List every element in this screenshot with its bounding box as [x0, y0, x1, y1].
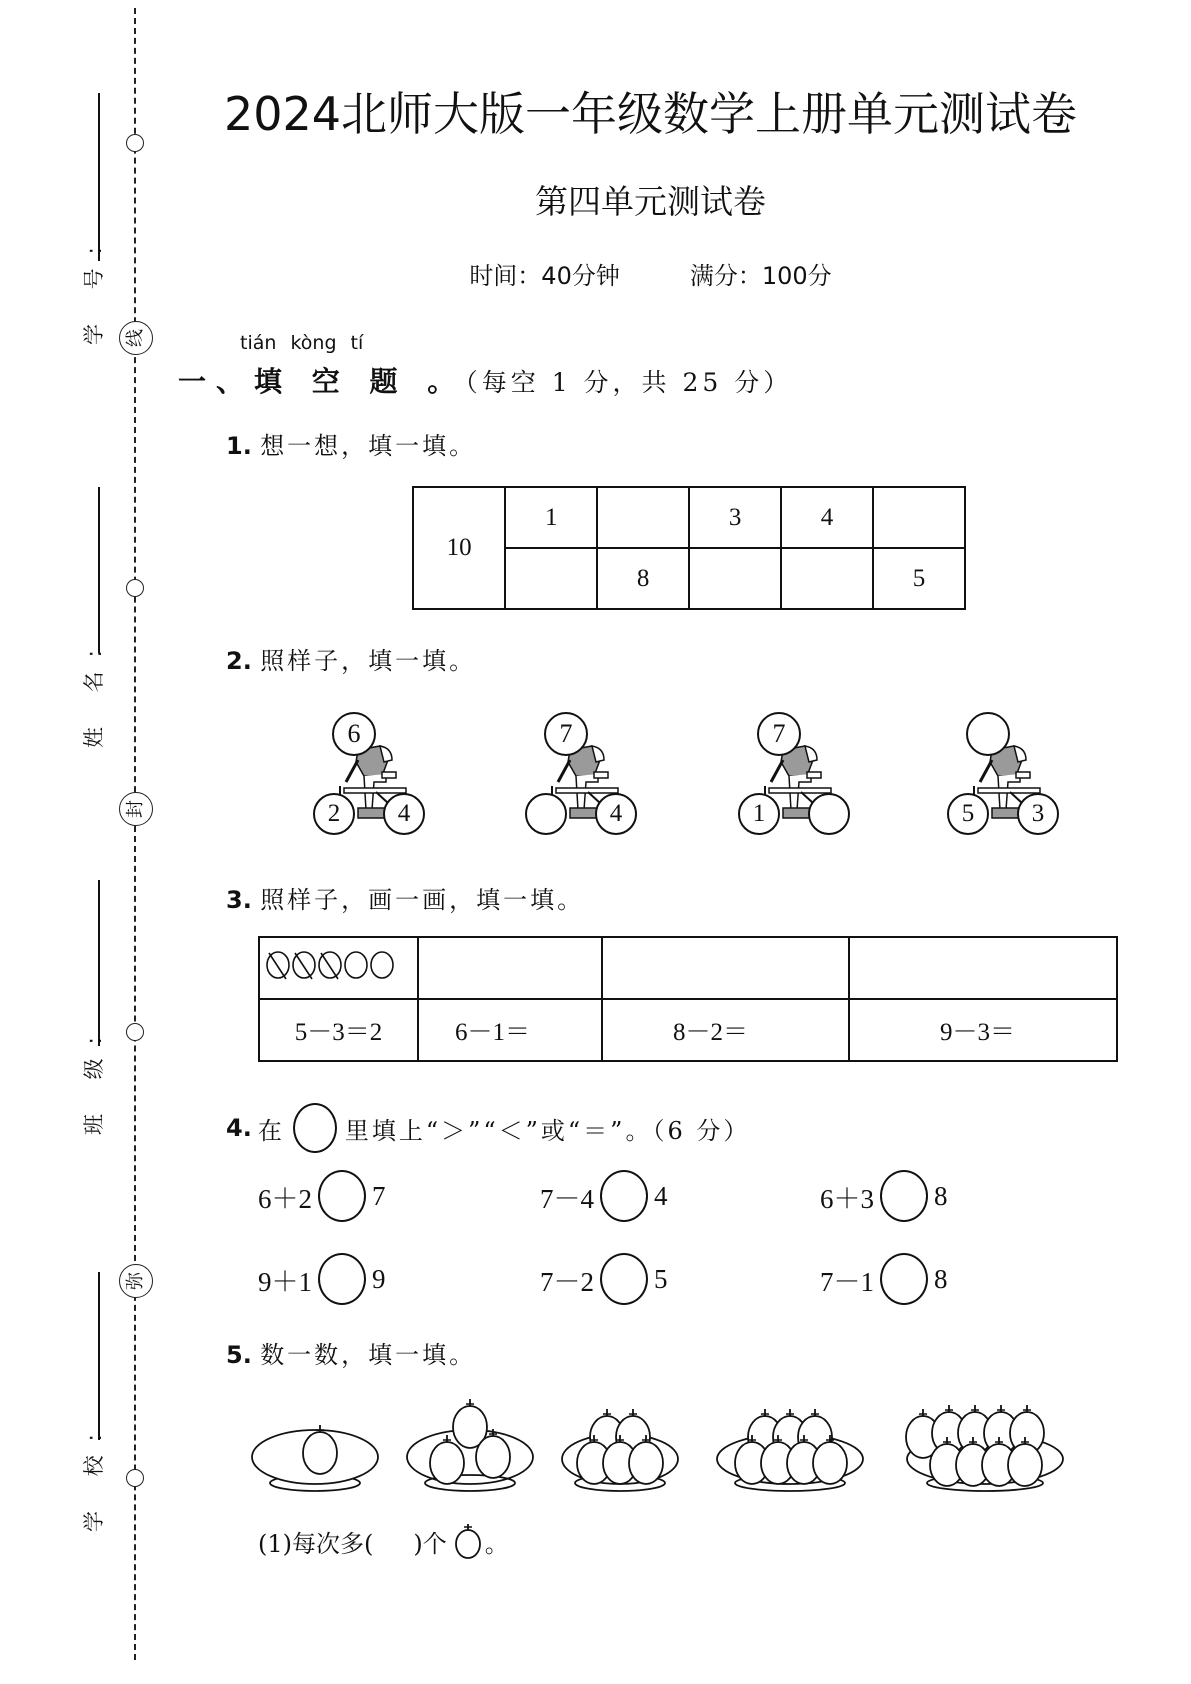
split-cell[interactable]	[781, 548, 873, 609]
sub-question-end: 。	[484, 1529, 509, 1558]
plate-1-icon	[252, 1425, 378, 1491]
question-number: 3.	[226, 886, 252, 914]
expression-left: 7－1	[820, 1266, 874, 1297]
expression-right: 8	[934, 1180, 948, 1211]
comparison-answer-circle[interactable]	[880, 1170, 928, 1222]
left-wheel-number[interactable]: 1	[738, 793, 780, 835]
plate-4-icon	[717, 1409, 863, 1491]
section-title: 一、填 空 题 。	[178, 365, 466, 398]
apple-icon	[451, 1522, 485, 1560]
sub-question-1	[258, 1522, 509, 1560]
page-subtitle: 第四单元测试卷	[535, 182, 766, 221]
question-text: 照样子，画一画，填一填。	[260, 886, 585, 914]
class-underline[interactable]	[98, 880, 100, 1046]
split-cell[interactable]: 3	[689, 487, 781, 548]
split-cell[interactable]: 5	[873, 548, 965, 609]
question-text-before: 在	[257, 1116, 285, 1145]
left-wheel-number[interactable]: 2	[313, 793, 355, 835]
bike-rider-2	[512, 710, 642, 840]
expression-left: 7－2	[540, 1266, 594, 1297]
crossed-circles-icon	[264, 947, 404, 983]
question-text: 数一数，填一填。	[260, 1341, 477, 1369]
question-4	[226, 1103, 750, 1153]
binding-hole-icon	[126, 1469, 144, 1487]
split-cell[interactable]: 4	[781, 487, 873, 548]
comparison-item	[258, 1253, 386, 1305]
split-cell[interactable]: 1	[505, 487, 597, 548]
left-wheel-number[interactable]: 5	[947, 793, 989, 835]
question-number: 2.	[226, 647, 252, 675]
right-wheel-number[interactable]: 3	[1017, 793, 1059, 835]
drawing-cell[interactable]	[849, 937, 1117, 999]
question-text-after: 里填上“＞”“＜”或“＝”。（6 分）	[344, 1116, 751, 1145]
seal-mi-icon: 弥	[119, 1264, 153, 1298]
comparison-answer-circle[interactable]	[318, 1253, 366, 1305]
comparison-answer-circle[interactable]	[318, 1170, 366, 1222]
comparison-answer-circle[interactable]	[600, 1253, 648, 1305]
question-5	[226, 1335, 476, 1370]
right-wheel-number[interactable]	[808, 793, 850, 835]
comparison-answer-circle[interactable]	[880, 1253, 928, 1305]
school-label: 学 校:	[82, 1420, 106, 1532]
equation-cell[interactable]: 8－2＝	[602, 999, 849, 1061]
section-pinyin: tián kòng tí	[240, 332, 364, 354]
seal-line-icon: 线	[119, 321, 153, 355]
expression-right: 7	[372, 1180, 386, 1211]
question-number: 4.	[226, 1114, 252, 1142]
number-split-table	[412, 486, 966, 610]
apple-plates-illustration	[250, 1395, 1070, 1495]
question-3	[226, 880, 584, 915]
question-number: 5.	[226, 1341, 252, 1369]
left-wheel-number[interactable]	[525, 793, 567, 835]
comparison-item	[820, 1170, 948, 1222]
page-title: 2024北师大版一年级数学上册单元测试卷	[223, 87, 1078, 141]
comparison-item	[258, 1170, 386, 1222]
exam-meta	[0, 256, 1191, 291]
full-score: 满分：100分	[689, 262, 832, 290]
question-text: 想一想，填一填。	[260, 432, 477, 460]
question-text: 照样子，填一填。	[260, 647, 477, 675]
equation-cell: 5－3＝2	[259, 999, 418, 1061]
head-number-circle[interactable]: 7	[544, 712, 588, 756]
split-cell[interactable]	[505, 548, 597, 609]
plate-5-icon	[906, 1405, 1063, 1491]
class-label: 班 级:	[82, 1023, 106, 1135]
right-wheel-number[interactable]: 4	[595, 793, 637, 835]
drawing-cell[interactable]	[418, 937, 602, 999]
time-limit: 时间：40分钟	[469, 262, 620, 290]
head-number-circle[interactable]	[966, 712, 1010, 756]
expression-left: 7－4	[540, 1183, 594, 1214]
sub-question-prefix: (1)每次多(	[258, 1529, 374, 1558]
equation-cell[interactable]: 6－1＝	[418, 999, 602, 1061]
split-cell[interactable]	[597, 487, 689, 548]
name-underline[interactable]	[98, 487, 100, 653]
sub-question-suffix: )个	[413, 1529, 447, 1558]
comparison-item	[820, 1253, 948, 1305]
draw-fill-table	[258, 936, 1118, 1062]
right-wheel-number[interactable]: 4	[383, 793, 425, 835]
answer-circle-icon	[293, 1103, 337, 1153]
example-drawing-cell	[259, 937, 418, 999]
expression-right: 8	[934, 1263, 948, 1294]
head-number-circle[interactable]: 7	[757, 712, 801, 756]
expression-left: 6＋3	[820, 1183, 874, 1214]
bike-rider-4	[934, 710, 1064, 840]
name-label: 姓 名:	[82, 636, 106, 748]
comparison-item	[540, 1253, 668, 1305]
head-number-circle[interactable]: 6	[332, 712, 376, 756]
binding-hole-icon	[126, 579, 144, 597]
drawing-cell[interactable]	[602, 937, 849, 999]
bike-rider-1	[300, 710, 430, 840]
section-score-note: （每空 1 分，共 25 分）	[465, 368, 793, 397]
expression-left: 6＋2	[258, 1183, 312, 1214]
total-cell: 10	[413, 487, 505, 609]
comparison-answer-circle[interactable]	[600, 1170, 648, 1222]
split-cell[interactable]: 8	[597, 548, 689, 609]
expression-right: 5	[654, 1263, 668, 1294]
binding-hole-icon	[126, 1023, 144, 1041]
split-cell[interactable]	[873, 487, 965, 548]
expression-right: 9	[372, 1263, 386, 1294]
bike-rider-3	[725, 710, 855, 840]
section-heading	[178, 360, 792, 400]
equation-cell[interactable]: 9－3＝	[849, 999, 1117, 1061]
plate-2-icon	[407, 1399, 533, 1491]
expression-left: 9＋1	[258, 1266, 312, 1297]
comparison-item	[540, 1170, 668, 1222]
school-underline[interactable]	[98, 1272, 100, 1440]
split-cell[interactable]	[689, 548, 781, 609]
question-2	[226, 641, 476, 676]
student-id-label: 学 号:	[82, 233, 106, 345]
expression-right: 4	[654, 1180, 668, 1211]
question-1	[226, 426, 476, 461]
seal-feng-icon: 封	[119, 792, 153, 826]
plate-3-icon	[562, 1409, 678, 1491]
question-number: 1.	[226, 432, 252, 460]
